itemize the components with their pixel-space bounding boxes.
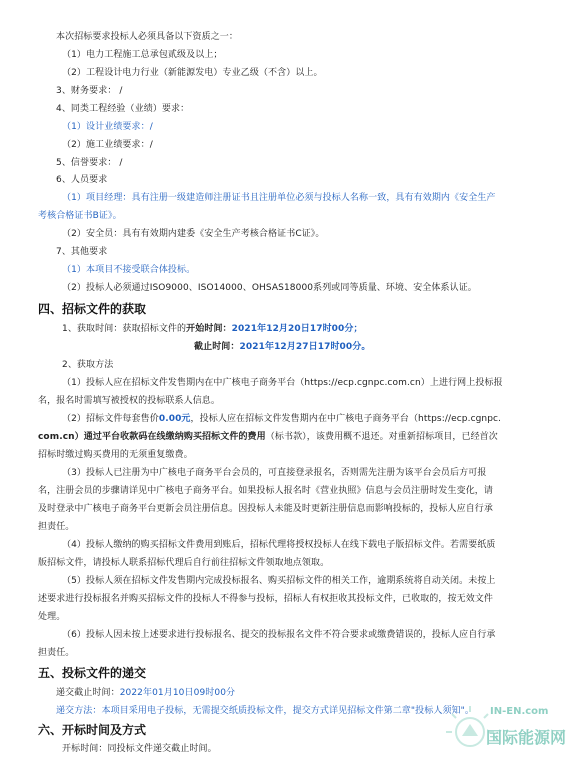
method-3-line-a: （3）投标人已注册为中广核电子商务平台会员的，可直接登录报名，否则需先注册为该平台会员后方可报 bbox=[62, 468, 487, 478]
end-time-label: 截止时间： bbox=[194, 342, 240, 352]
end-time-value: 2021年12月27日17时00分。 bbox=[239, 342, 371, 352]
method-6-line-b: 担责任。 bbox=[38, 648, 75, 658]
payment-method-bold: com.cn）通过平台收款码在线缴纳购买招标文件的费用 bbox=[38, 432, 266, 442]
iso-certification: （2）投标人必须通过ISO9000、ISO14000、OHSAS18000系列或同等质量、环境、安全体系认证。 bbox=[62, 283, 477, 293]
acquire-method: 2、获取方法 bbox=[62, 360, 114, 370]
method-1-line-a: （1）投标人应在招标文件发售期内在中广核电子商务平台（https://ecp.cgnpc.com.cn）上进行网上投标报 bbox=[62, 378, 503, 388]
performance-requirement: 4、同类工程经验（业绩）要求： bbox=[56, 104, 190, 114]
acquire-time bbox=[62, 323, 363, 335]
price-value: 0.00元 bbox=[158, 414, 191, 424]
qualification-item-1: （1）电力工程施工总承包贰级及以上； bbox=[62, 50, 223, 60]
end-time bbox=[194, 341, 370, 353]
method-5-line-a: （5）投标人须在招标文件发售期内完成投标报名、购买招标文件的相关工作，逾期系统将自动关闭。未按上 bbox=[62, 576, 496, 586]
project-manager-requirement: （1）项目经理：具有注册一级建造师注册证书且注册单位必须与投标人名称一致，具有有效期内《安全生产 bbox=[62, 193, 496, 203]
payment-method-rest: （标书款），该费用概不退还。对重新招标项目，已经首次 bbox=[265, 432, 498, 442]
price-prefix: （2）招标文件每套售价 bbox=[62, 414, 159, 424]
method-3-line-c: 及时登录中广核电子商务平台更新会员注册信息。因投标人未能及时更新注册信息而影响投标的，投标人应自行承 bbox=[38, 504, 494, 514]
no-consortium: （1）本项目不接受联合体投标。 bbox=[62, 265, 196, 275]
construction-performance: （2）施工业绩要求：/ bbox=[62, 140, 153, 150]
submission-method: 递交方法：本项目采用电子投标，无需提交纸质投标文件，提交方式详见招标文件第二章"投标人须知"。 bbox=[56, 706, 474, 716]
opening-time: 开标时间：同投标文件递交截止时间。 bbox=[62, 744, 217, 754]
other-requirement: 7、其他要求 bbox=[56, 247, 108, 257]
credit-requirement: 5、信誉要求： / bbox=[56, 158, 123, 168]
method-2-line-c: 招标时缴过购买费用的无须重复缴费。 bbox=[38, 450, 193, 460]
method-4-line-b: 版招标文件，请投标人联系招标代理后自行前往招标文件领取地点领取。 bbox=[38, 558, 330, 568]
project-manager-requirement-cont: 考核合格证书B证》。 bbox=[38, 211, 122, 221]
method-1-line-b: 名，报名时需填写被授权的投标联系人信息。 bbox=[38, 396, 221, 406]
start-time-value: 2021年12月20日17时00分； bbox=[231, 324, 363, 334]
section-4-heading: 四、招标文件的获取 bbox=[38, 302, 147, 316]
acquire-time-label: 1、获取时间：获取招标文件的 bbox=[62, 324, 187, 334]
qualification-item-2: （2）工程设计电力行业（新能源发电）专业乙级（不含）以上。 bbox=[62, 68, 323, 78]
method-2-line-b bbox=[38, 431, 498, 443]
design-performance: （1）设计业绩要求：/ bbox=[62, 122, 153, 132]
deadline-value: 2022年01月10日09时00分 bbox=[119, 688, 236, 698]
start-time-label: 开始时间： bbox=[186, 324, 232, 334]
method-3-line-d: 担责任。 bbox=[38, 522, 75, 532]
method-4-line-a: （4）投标人缴纳的购买招标文件费用到账后，招标代理将授权投标人在线下载电子版招标文件。若需要纸质 bbox=[62, 540, 496, 550]
section-6-heading: 六、开标时间及方式 bbox=[38, 723, 147, 737]
method-5-line-c: 处理。 bbox=[38, 612, 66, 622]
method-3-line-b: 名，注册会员的步骤请详见中广核电子商务平台。如果投标人报名时《营业执照》信息与会员注册时发生变化，请 bbox=[38, 486, 494, 496]
section-5-heading: 五、投标文件的递交 bbox=[38, 666, 147, 680]
watermark-name: 国际能源网 bbox=[486, 728, 567, 747]
safety-officer-requirement: （2）安全员：具有有效期内建委《安全生产考核合格证书C证》。 bbox=[62, 229, 325, 239]
personnel-requirement: 6、人员要求 bbox=[56, 175, 108, 185]
method-5-line-b: 述要求进行投标报名并购买招标文件的投标人不得参与投标，招标人有权拒收其投标文件，已收取的，按无效文件 bbox=[38, 594, 494, 604]
submission-deadline bbox=[56, 687, 235, 699]
price-suffix: ，投标人应在招标文件发售期内在中广核电子商务平台（https://ecp.cgnpc. bbox=[190, 414, 502, 424]
method-2-line-a bbox=[62, 413, 501, 425]
qualification-intro: 本次招标要求投标人必须具备以下资质之一： bbox=[56, 32, 239, 42]
method-6-line-a: （6）投标人因未按上述要求进行投标报名、提交的投标报名文件不符合要求或缴费错误的，投标人应自行承 bbox=[62, 630, 496, 640]
watermark-domain: IN-EN.com bbox=[490, 706, 549, 717]
finance-requirement: 3、财务要求： / bbox=[56, 86, 123, 96]
deadline-label: 递交截止时间： bbox=[56, 688, 120, 698]
